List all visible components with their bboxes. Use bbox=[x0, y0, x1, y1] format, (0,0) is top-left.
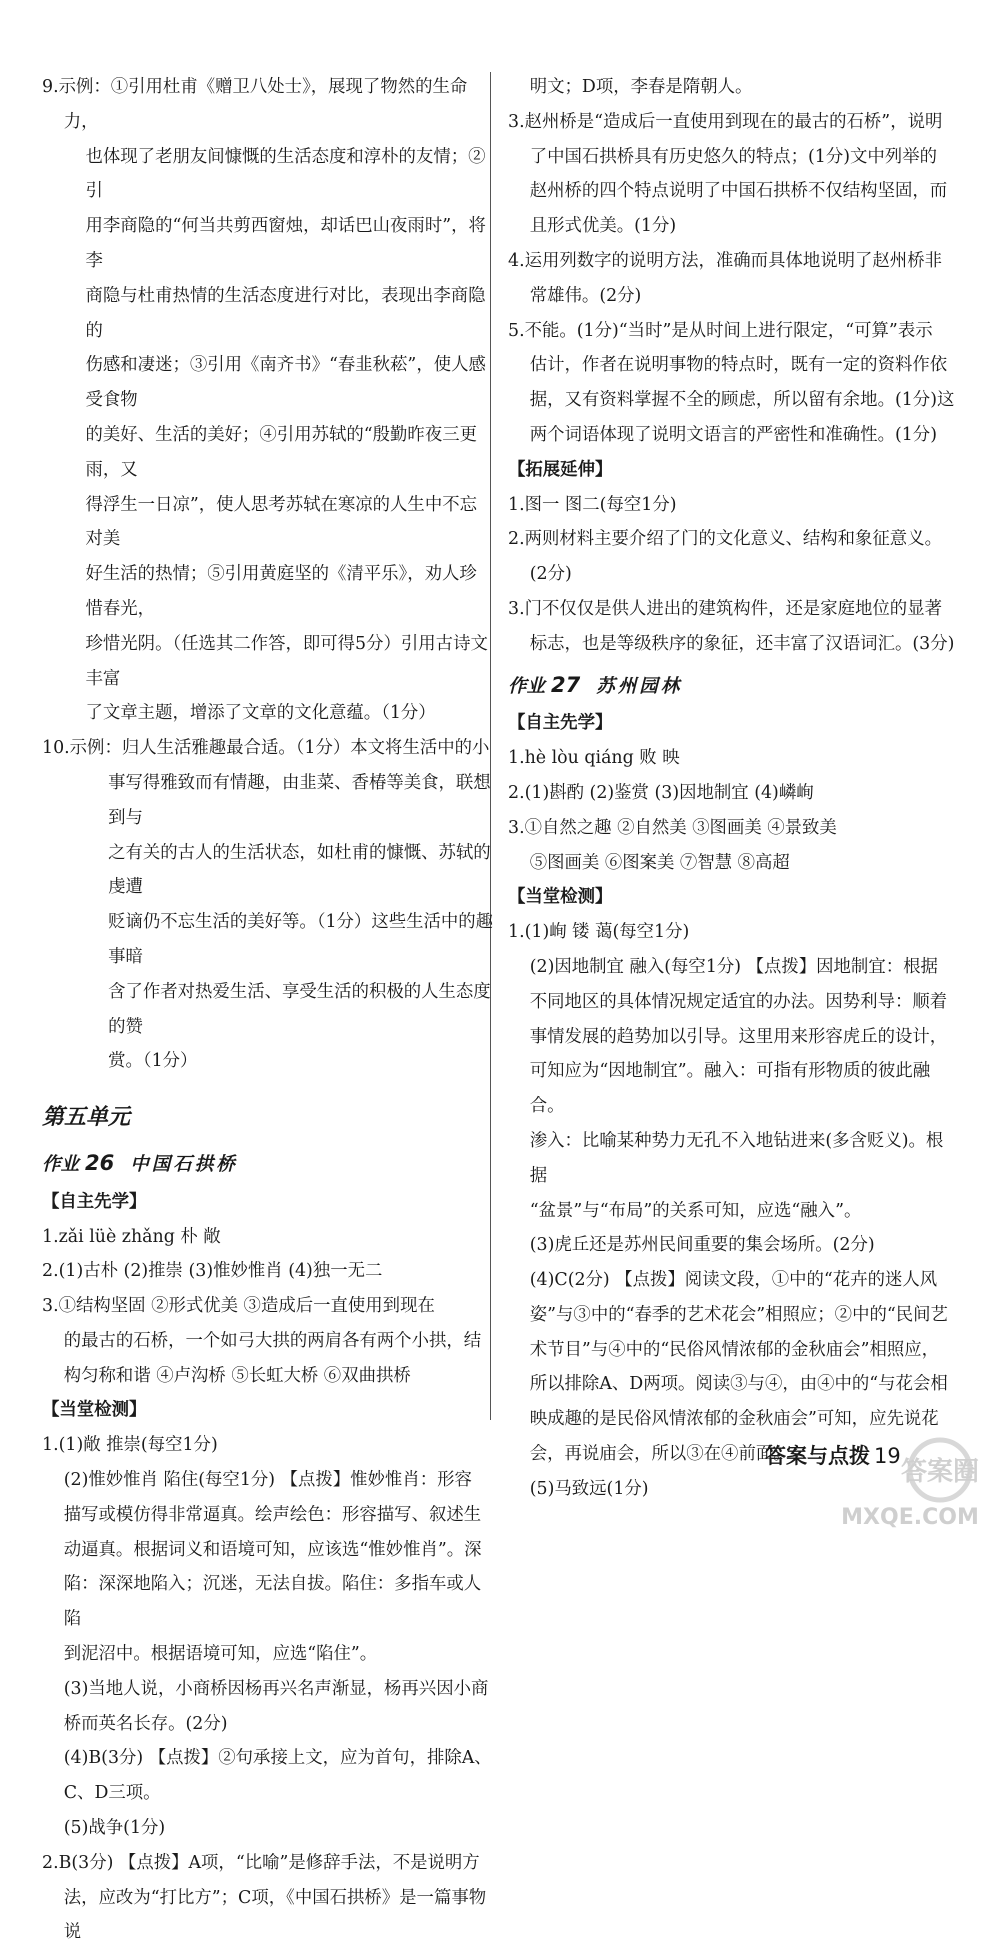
text-line: (4)B(3分) 【点拨】②句承接上文，应为首句，排除A、 bbox=[63, 1748, 492, 1769]
text-line: 也体现了老朋友间慷慨的生活态度和淳朴的友情；②引 bbox=[85, 146, 486, 202]
text-line: 2.(1)古朴 (2)推崇 (3)惟妙惟肖 (4)独一无二 bbox=[42, 1261, 383, 1282]
answer-1-2 bbox=[42, 1463, 494, 1846]
lesson-number: 26 bbox=[85, 1150, 115, 1175]
lesson-heading-26 bbox=[42, 1146, 494, 1183]
text-line: 含了作者对热爱生活、享受生活的积极的人生态度的赞 bbox=[108, 981, 491, 1037]
watermark-text: MXQE.COM bbox=[841, 1505, 979, 1530]
lesson-number: 27 bbox=[551, 672, 581, 697]
lesson-prefix: 作业 bbox=[508, 675, 546, 697]
text-line: 2.B(3分) 【点拨】A项，“比喻”是修辞手法，不是说明方 bbox=[42, 1852, 480, 1873]
text-line: 明文；D项，李春是隋朝人。 bbox=[529, 77, 753, 97]
text-line: 商隐与杜甫热情的生活态度进行对比，表现出李商隐的 bbox=[85, 285, 486, 341]
text-line: (2)惟妙惟肖 陷住(每空1分) 【点拨】惟妙惟肖：形容 bbox=[63, 1470, 472, 1491]
text-line: (5)战争(1分) bbox=[63, 1818, 166, 1839]
text-line: 的美好、生活的美好；④引用苏轼的“殷勤昨夜三更雨，又 bbox=[85, 424, 477, 480]
text-line: 了文章主题，增添了文章的文化意蕴。（1分） bbox=[85, 703, 436, 724]
text-line: 赏。（1分） bbox=[108, 1051, 198, 1072]
text-line: 得浮生一日凉”，使人思考苏轼在寒凉的人生中不忘对美 bbox=[85, 494, 477, 550]
text-line: 两个词语体现了说明文语言的严密性和准确性。(1分) bbox=[529, 424, 937, 445]
answer-27-1 bbox=[508, 950, 960, 1507]
text-line: (2)因地制宜 融入(每空1分) 【点拨】因地制宜：根据 bbox=[529, 956, 938, 977]
left-column bbox=[42, 70, 494, 1950]
section-heading: 【当堂检测】 bbox=[42, 1400, 147, 1421]
text-line: 10.示例：归人生活雅趣最合适。（1分）本文将生活中的小 bbox=[42, 738, 490, 759]
section-heading: 【当堂检测】 bbox=[508, 887, 613, 908]
lesson-prefix: 作业 bbox=[42, 1153, 80, 1175]
text-line: 据，又有资料掌握不全的顾虑，所以留有余地。(1分)这 bbox=[529, 390, 955, 411]
text-line: 5.不能。(1分)“当时”是从时间上进行限定，“可算”表示 bbox=[508, 320, 933, 341]
watermark-logo bbox=[840, 1432, 980, 1532]
text-line: 术节目”与④中的“民俗风情浓郁的金秋庙会”相照应， bbox=[529, 1339, 940, 1360]
text-line: 映成趣的是民俗风情浓郁的金秋庙会”可知，应先说花 bbox=[529, 1409, 939, 1430]
text-line: 2.(1)斟酌 (2)鉴赏 (3)因地制宜 (4)嶙峋 bbox=[508, 782, 814, 803]
text-line: “盆景”与“布局”的关系可知，应选“融入”。 bbox=[529, 1200, 862, 1221]
section-heading: 【自主先学】 bbox=[508, 713, 613, 734]
watermark-badge: 答案圈 bbox=[900, 1457, 980, 1487]
text-line: 伤感和凄迷；③引用《南齐书》“春韭秋菘”，使人感受食物 bbox=[85, 355, 486, 411]
text-line: 3.赵州桥是“造成后一直使用到现在的最古的石桥”，说明 bbox=[508, 111, 943, 132]
text-line: 事写得雅致而有情趣，由韭菜、香椿等美食，联想到与 bbox=[108, 772, 491, 828]
text-line: 不同地区的具体情况规定适宜的办法。因势利导：顺着 bbox=[529, 991, 948, 1012]
text-line: (3)虎丘还是苏州民间重要的集会场所。(2分) bbox=[529, 1235, 875, 1256]
text-line: 姿”与③中的“春季的艺术花会”相照应；②中的“民间艺 bbox=[529, 1304, 948, 1325]
text-line: 1.zǎi lüè zhǎng 朴 敞 bbox=[42, 1226, 221, 1247]
text-line: 1.hè lòu qiáng 败 映 bbox=[508, 748, 680, 769]
text-line: 珍惜光阴。（任选其二作答，即可得5分）引用古诗文丰富 bbox=[85, 633, 488, 689]
answer-9 bbox=[42, 70, 494, 731]
text-line: 1.图一 图二(每空1分) bbox=[508, 494, 677, 515]
text-line: 所以排除A、D两项。阅读③与④，由④中的“与花会相 bbox=[529, 1374, 948, 1395]
text-line: 贬谪仍不忘生活的美好等。（1分）这些生活中的趣事暗 bbox=[108, 912, 494, 967]
text-line: 的最古的石桥，一个如弓大拱的两肩各有两个小拱，结 bbox=[63, 1330, 482, 1351]
text-line: 会，再说庙会，所以③在④前面。 bbox=[529, 1444, 791, 1465]
lesson-title: 中国石拱桥 bbox=[130, 1153, 238, 1175]
text-line: 到泥沼中。根据语境可知，应选“陷住”。 bbox=[63, 1644, 378, 1665]
text-line: 4.运用列数字的说明方法，准确而具体地说明了赵州桥非 bbox=[508, 250, 942, 271]
text-line: (5)马致远(1分) bbox=[529, 1478, 649, 1499]
text-line: (3)当地人说，小商桥因杨再兴名声渐显，杨再兴因小商 bbox=[63, 1678, 489, 1699]
text-line: 赵州桥的四个特点说明了中国石拱桥不仅结构坚固，而 bbox=[529, 181, 948, 202]
text-line: C、D三项。 bbox=[63, 1783, 161, 1804]
text-line: 事情发展的趋势加以引导。这里用来形容虎丘的设计， bbox=[529, 1026, 948, 1047]
text-line: 渗入：比喻某种势力无孔不入地钻进来(多含贬义)。根据 bbox=[529, 1130, 944, 1186]
text-line: 了中国石拱桥具有历史悠久的特点；(1分)文中列举的 bbox=[529, 146, 937, 167]
text-line: 用李商隐的“何当共剪西窗烛，却话巴山夜雨时”，将李 bbox=[85, 216, 486, 271]
right-column bbox=[508, 70, 960, 1507]
text-line: 1.(1)峋 镂 蔼(每空1分) bbox=[508, 922, 690, 943]
footer-label: 答案与点拨 bbox=[765, 1444, 870, 1468]
text-line: 动逼真。根据词义和语境可知，应该选“惟妙惟肖”。深 bbox=[63, 1539, 482, 1560]
text-line: 1.(1)敞 推崇(每空1分) bbox=[42, 1435, 218, 1456]
section-heading: 【拓展延伸】 bbox=[508, 459, 613, 480]
text-line: ⑤图画美 ⑥图案美 ⑦智慧 ⑧高超 bbox=[529, 852, 790, 873]
text-line: 之有关的古人的生活状态，如杜甫的慷慨、苏轼的虔遭 bbox=[108, 842, 491, 898]
lesson-heading-27 bbox=[508, 668, 960, 705]
lesson-title: 苏州园林 bbox=[596, 675, 683, 697]
text-line: 3.门不仅仅是供人进出的建筑构件，还是家庭地位的显著 bbox=[508, 598, 942, 619]
text-line: 标志，也是等级秩序的象征，还丰富了汉语词汇。(3分) bbox=[529, 633, 955, 654]
text-line: 构匀称和谐 ④卢沟桥 ⑤长虹大桥 ⑥双曲拱桥 bbox=[63, 1365, 411, 1386]
text-line: 可知应为“因地制宜”。融入：可指有形物质的彼此融合。 bbox=[529, 1061, 931, 1117]
text-line: 法，应改为“打比方”；C项，《中国石拱桥》是一篇事物说 bbox=[63, 1887, 487, 1943]
text-line: (2分) bbox=[529, 564, 572, 585]
text-line: 2.两则材料主要介绍了门的文化意义、结构和象征意义。 bbox=[508, 529, 942, 550]
text-line: 好生活的热情；⑤引用黄庭坚的《清平乐》，劝人珍惜春光， bbox=[85, 564, 477, 619]
text-line: (4)C(2分) 【点拨】阅读文段，①中的“花卉的迷人风 bbox=[529, 1270, 938, 1291]
unit-title: 第五单元 bbox=[42, 1105, 131, 1131]
answer-10 bbox=[42, 731, 494, 1079]
text-line: 描写或模仿得非常逼真。绘声绘色：形容描写、叙述生 bbox=[63, 1504, 482, 1525]
text-line: 且形式优美。(1分) bbox=[529, 216, 677, 237]
text-line: 估计，作者在说明事物的特点时，既有一定的资料作依 bbox=[529, 355, 948, 376]
section-heading: 【自主先学】 bbox=[42, 1191, 147, 1212]
text-line: 桥而英名长存。(2分) bbox=[63, 1713, 228, 1734]
page-number: 19 bbox=[874, 1444, 901, 1468]
text-line: 陷：深深地陷入；沉迷，无法自拔。陷住：多指车或人陷 bbox=[63, 1574, 482, 1630]
text-line: 常雄伟。(2分) bbox=[529, 285, 642, 306]
text-line: 9.示例：①引用杜甫《赠卫八处士》，展现了物然的生命力， bbox=[42, 77, 468, 132]
text-line: 3.①结构坚固 ②形式优美 ③造成后一直使用到现在 bbox=[42, 1296, 435, 1317]
text-line: 3.①自然之趣 ②自然美 ③图画美 ④景致美 bbox=[508, 817, 837, 838]
